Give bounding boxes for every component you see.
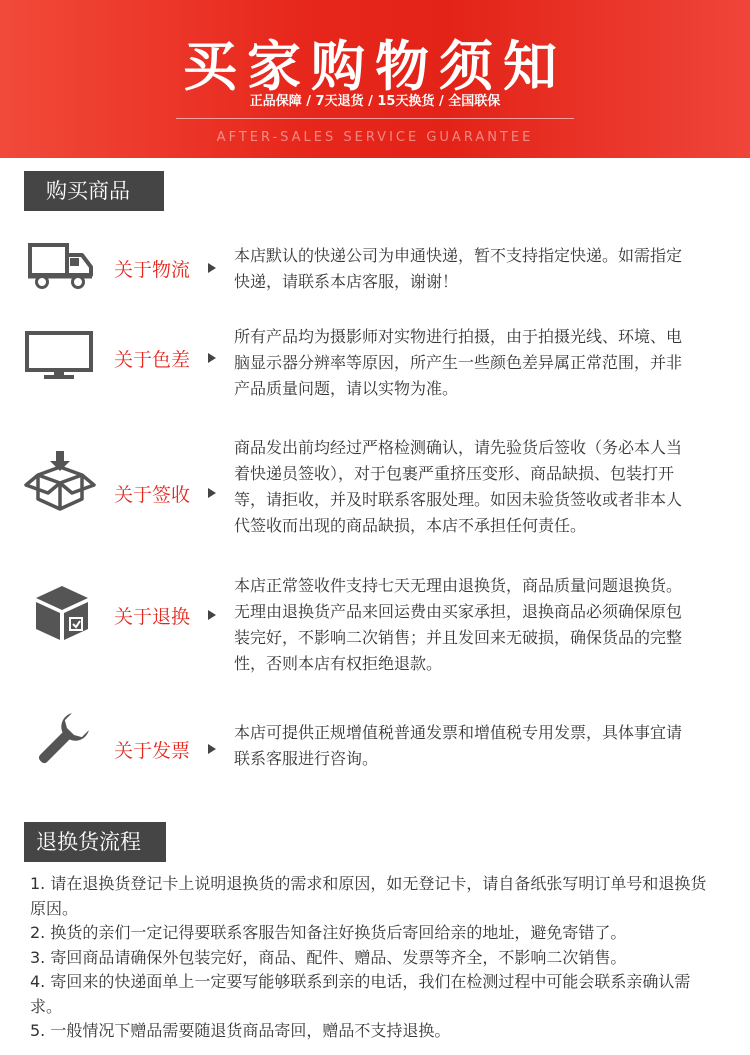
arrow-right-icon <box>208 353 216 363</box>
delivery-truck-icon <box>26 241 94 295</box>
list-item: 3. 寄回商品请确保外包装完好，商品、配件、赠品、发票等齐全，不影响二次销售。 <box>30 947 627 967</box>
section-label-return-process: 退换货流程 <box>24 822 166 862</box>
item-desc-color: 所有产品均为摄影师对实物进行拍摄，由于拍摄光线、环境、电脑显示器分辨率等原因，所产生一些颜色差异属正常范围，并非产品质量问题，请以实物为准。 <box>234 327 683 398</box>
header-banner <box>0 0 750 158</box>
return-steps-list <box>30 872 720 1044</box>
list-item: 1. 请在退换货登记卡上说明退换货的需求和原因，如无登记卡，请自备纸张写明订单号和退换货原因。 <box>30 874 707 918</box>
list-item: 5. 一般情况下赠品需要随退货商品寄回，赠品不支持退换。 <box>30 1021 451 1040</box>
section-label-purchase: 购买商品 <box>24 171 164 211</box>
arrow-right-icon <box>208 263 216 273</box>
item-desc-return: 本店正常签收件支持七天无理由退换货，商品质量问题退换货。无理由退换货产品来回运费由买家承担，退换商品必须确保原包装完好，不影响二次销售；并且发回来无破损，确保货品的完整性，否则本店有权拒绝退款。 <box>234 576 683 673</box>
item-desc-signature: 商品发出前均经过严格检测确认，请先验货后签收（务必本人当着快递员签收），对于包裹严重挤压变形、商品缺损、包装打开等，请拒收，并及时联系客服处理。如因未验货签收或者非本人代签收而出现的商品缺损，本店不承担任何责任。 <box>234 438 683 535</box>
item-desc-logistics: 本店默认的快递公司为申通快递，暂不支持指定快递。如需指定快递，请联系本店客服，谢谢！ <box>234 246 683 291</box>
banner-subtitle: 正品保障 / 7天退货 / 15天换货 / 全国联保 <box>249 94 501 109</box>
return-box-icon <box>30 580 94 648</box>
package-download-icon <box>22 449 98 519</box>
arrow-right-icon <box>208 610 216 620</box>
wrench-icon <box>32 712 92 772</box>
list-item: 2. 换货的亲们一定记得要联系客服告知备注好换货后寄回给亲的地址，避免寄错了。 <box>30 923 627 942</box>
arrow-right-icon <box>208 488 216 498</box>
item-title-return: 关于退换 <box>114 606 191 628</box>
arrow-right-icon <box>208 744 216 754</box>
item-desc-invoice: 本店可提供正规增值税普通发票和增值税专用发票，具体事宜请联系客服进行咨询。 <box>234 723 683 768</box>
banner-divider <box>176 118 574 119</box>
page-title: 买家购物须知 <box>183 35 567 98</box>
list-item: 4. 寄回来的快递面单上一定要写能够联系到亲的电话，我们在检测过程中可能会联系亲确认需求。 <box>30 972 691 1016</box>
monitor-icon <box>24 330 94 384</box>
item-title-color: 关于色差 <box>114 349 191 371</box>
item-title-logistics: 关于物流 <box>114 259 191 281</box>
banner-english-text: AFTER-SALES SERVICE GUARANTEE <box>216 130 534 145</box>
item-title-signature: 关于签收 <box>114 484 191 506</box>
item-title-invoice: 关于发票 <box>114 740 191 762</box>
